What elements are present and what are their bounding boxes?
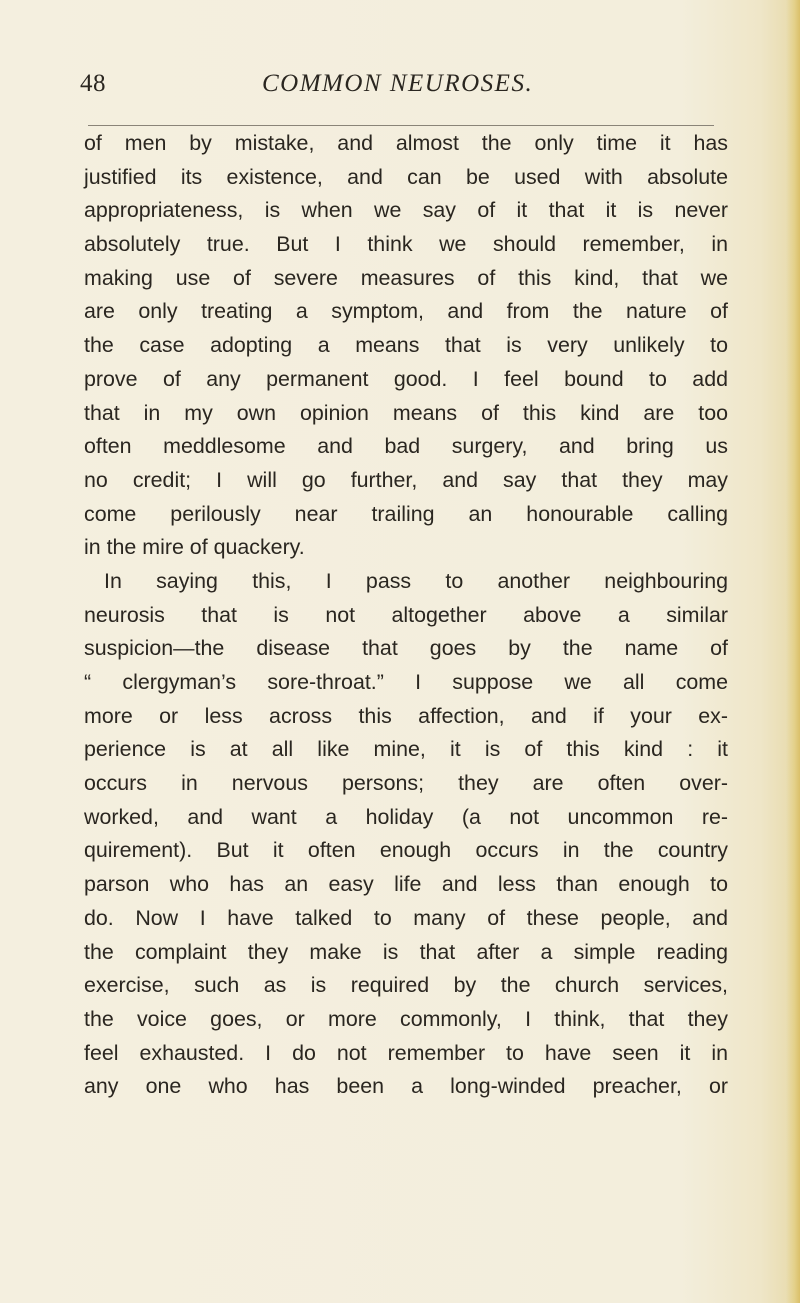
text-line: exercise, such as is required by the church services, [84, 973, 728, 998]
page-edge [786, 0, 800, 1303]
text-line: do. Now I have talked to many of these people, and [84, 905, 728, 930]
page-number: 48 [80, 70, 106, 97]
text-line: suspicion—the disease that goes by the name of [84, 636, 728, 661]
text-line: come perilously near trailing an honourable calling [84, 501, 728, 526]
text-line: of men by mistake, and almost the only time it has [84, 131, 728, 155]
text-line: appropriateness, is when we say of it that it is never [84, 198, 728, 223]
text-line: in the mire of quackery. [84, 535, 305, 560]
text-line: are only treating a symptom, and from the nature of [84, 299, 728, 324]
text-line: more or less across this affection, and if your ex- [84, 703, 728, 728]
text-line: justified its existence, and can be used with absolute [84, 164, 728, 189]
text-line: occurs in nervous persons; they are often over- [84, 771, 728, 796]
text-line: neurosis that is not altogether above a similar [84, 602, 728, 627]
text-line: feel exhausted. I do not remember to have seen it in [84, 1040, 728, 1065]
text-line: the case adopting a means that is very unlikely to [84, 333, 728, 358]
text-line: quirement). But it often enough occurs in the country [84, 838, 728, 863]
text-line: no credit; I will go further, and say that they may [84, 467, 728, 492]
text-line: parson who has an easy life and less than enough to [84, 872, 728, 897]
text-line: any one who has been a long-winded preacher, or [84, 1074, 728, 1099]
text-line: worked, and want a holiday (a not uncommon re- [84, 804, 728, 829]
running-title: COMMON NEUROSES. [262, 70, 534, 97]
text-line: In saying this, I pass to another neighbouring [104, 568, 728, 593]
text-line: the complaint they make is that after a simple reading [84, 939, 728, 964]
text-line: often meddlesome and bad surgery, and bring us [84, 434, 728, 459]
page-header [80, 70, 730, 110]
text-line: making use of severe measures of this kind, that we [84, 265, 728, 290]
text-line: prove of any permanent good. I feel bound to add [84, 366, 728, 391]
text-line: that in my own opinion means of this kind are too [84, 400, 728, 425]
text-line: perience is at all like mine, it is of this kind : it [84, 737, 728, 762]
body-text [84, 127, 728, 1104]
text-line: absolutely true. But I think we should remember, in [84, 232, 728, 257]
text-line: the voice goes, or more commonly, I think, that they [84, 1006, 728, 1031]
text-line: “ clergyman’s sore-throat.” I suppose we all come [84, 670, 728, 694]
header-rule [88, 125, 714, 126]
